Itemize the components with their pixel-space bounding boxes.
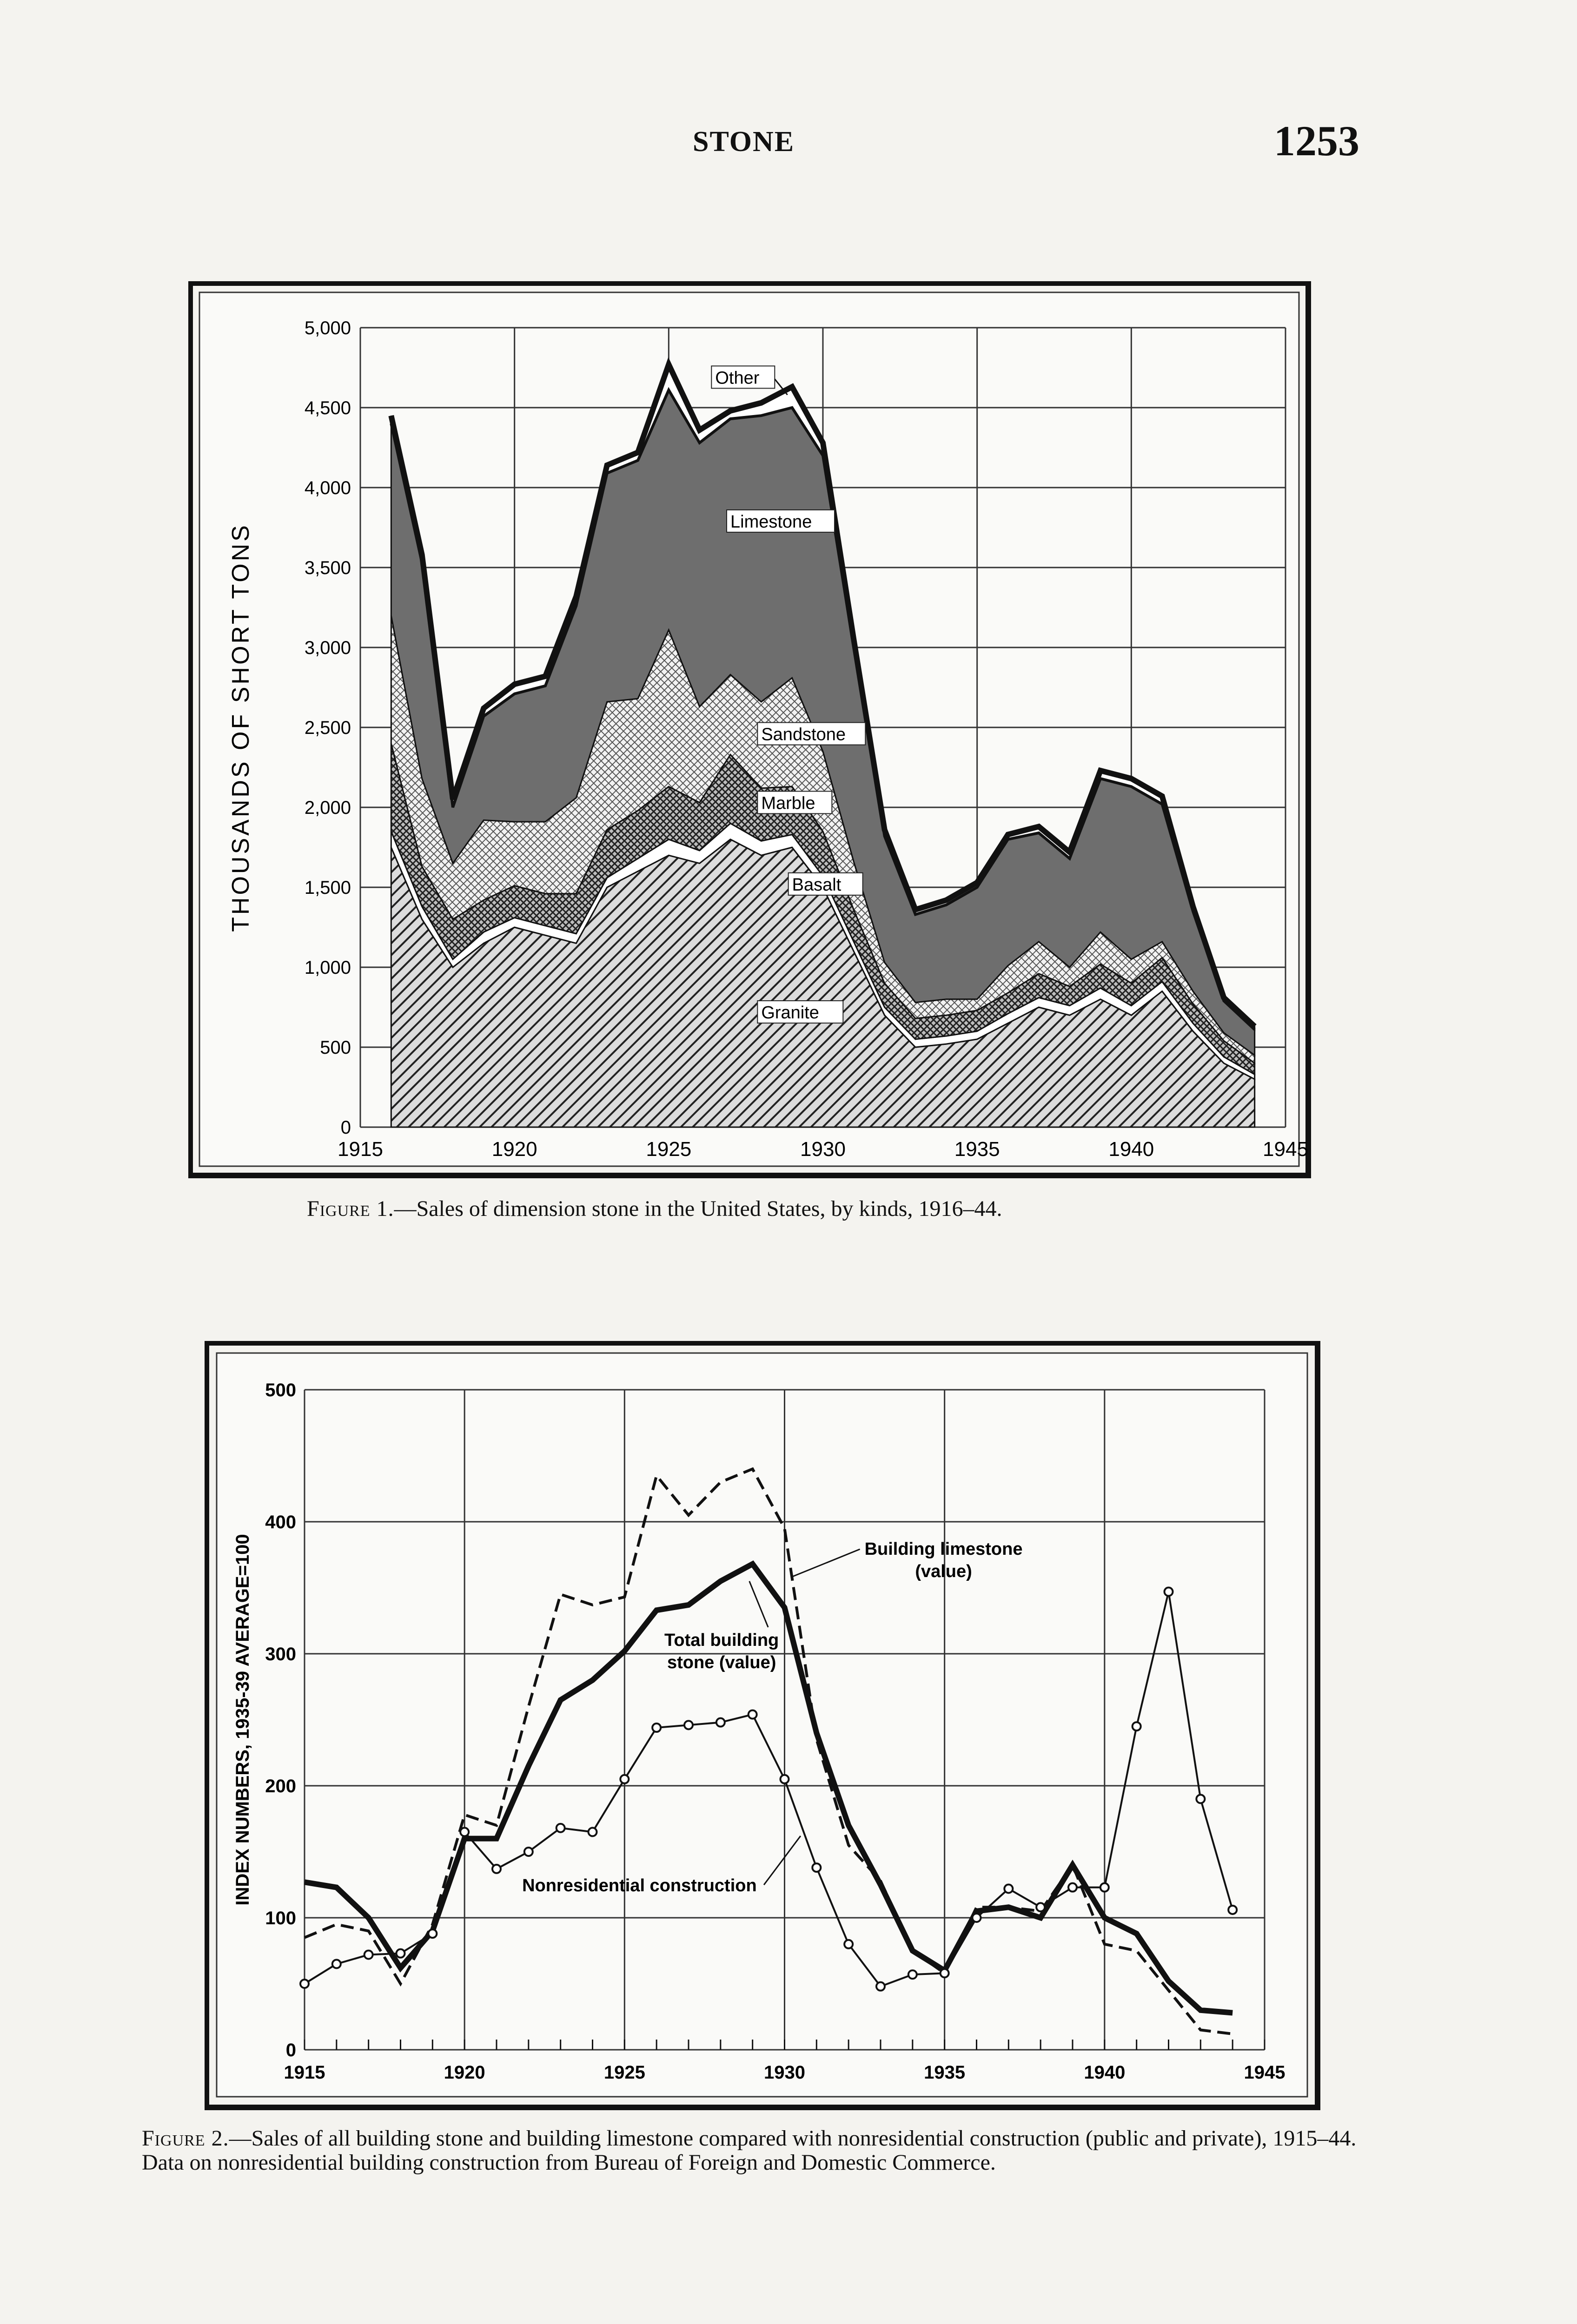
x-tick-label: 1945 (1244, 2062, 1285, 2083)
annotation-total-building-sub: stone (value) (667, 1652, 776, 1672)
y-tick-label: 400 (265, 1512, 296, 1532)
nonresidential-point (300, 1980, 309, 1988)
nonresidential-point (844, 1940, 853, 1948)
label-marble: Marble (761, 793, 815, 813)
label-other: Other (715, 368, 760, 388)
nonresidential-point (781, 1775, 789, 1783)
y-tick-label: 3,500 (304, 558, 351, 578)
x-tick-label: 1920 (491, 1138, 537, 1161)
y-tick-label: 0 (340, 1117, 351, 1138)
y-tick-label: 300 (265, 1644, 296, 1664)
nonresidential-point (1133, 1722, 1141, 1730)
nonresidential-point (1004, 1885, 1013, 1893)
y-tick-label: 500 (265, 1380, 296, 1400)
page-number: 1253 (1274, 117, 1359, 165)
figure-2-caption (142, 2126, 1378, 2175)
nonresidential-point (652, 1723, 661, 1732)
figure-2-inner-frame (217, 1353, 1307, 2097)
y-tick-label: 200 (265, 1776, 296, 1796)
x-tick-label: 1940 (1108, 1138, 1154, 1161)
figure-1-caption-lead: Figure 1. (307, 1196, 394, 1221)
annotation-nonresidential: Nonresidential construction (522, 1876, 757, 1896)
y-tick-label: 2,000 (304, 798, 351, 818)
nonresidential-point (716, 1718, 725, 1727)
x-tick-label: 1935 (924, 2062, 966, 2083)
y-tick-label: 500 (320, 1037, 351, 1058)
figure-2-caption-text: —Sales of all building stone and building limestone compared with nonresidential construction (public and private), 1915–44. Data on nonresidential building construction from Bureau of Foreign and Domestic Commerce. (142, 2126, 1357, 2175)
nonresidential-point (1100, 1883, 1109, 1892)
annotation-total-building: Total building (664, 1630, 779, 1650)
label-granite: Granite (761, 1003, 819, 1023)
nonresidential-point (460, 1828, 469, 1836)
nonresidential-point (492, 1865, 501, 1873)
annotation-building-limestone: Building limestone (864, 1539, 1023, 1559)
nonresidential-point (589, 1828, 597, 1836)
nonresidential-point (941, 1969, 949, 1977)
nonresidential-point (908, 1970, 917, 1979)
running-head: STONE (693, 126, 795, 158)
stacked-area-chart (188, 281, 1311, 1178)
x-tick-label: 1920 (444, 2062, 485, 2083)
y-tick-label: 2,500 (304, 718, 351, 738)
page-header (0, 116, 1577, 172)
nonresidential-point (876, 1982, 885, 1991)
nonresidential-point (428, 1929, 437, 1938)
x-tick-label: 1930 (764, 2062, 805, 2083)
y-tick-label: 3,000 (304, 638, 351, 658)
figure-2-caption-lead: Figure 2. (142, 2126, 229, 2151)
y-tick-label: 5,000 (304, 318, 351, 338)
x-tick-label: 1935 (954, 1138, 1000, 1161)
nonresidential-point (1036, 1903, 1045, 1911)
nonresidential-point (1196, 1795, 1205, 1803)
figure-1-chart (188, 281, 1311, 1178)
nonresidential-point (557, 1824, 565, 1832)
nonresidential-point (397, 1949, 405, 1958)
nonresidential-point (332, 1960, 341, 1968)
x-tick-label: 1945 (1263, 1138, 1308, 1161)
y-axis-label: INDEX NUMBERS, 1935-39 AVERAGE=100 (232, 1534, 253, 1906)
nonresidential-point (812, 1863, 821, 1872)
figure-2-chart (205, 1341, 1320, 2110)
nonresidential-point (749, 1710, 757, 1719)
label-basalt: Basalt (792, 875, 842, 895)
y-tick-label: 100 (265, 1908, 296, 1928)
nonresidential-point (620, 1775, 629, 1783)
y-tick-label: 4,000 (304, 478, 351, 498)
x-tick-label: 1940 (1084, 2062, 1126, 2083)
nonresidential-point (364, 1951, 373, 1959)
figure-1-caption (307, 1197, 1330, 1221)
y-tick-label: 1,500 (304, 878, 351, 898)
label-limestone: Limestone (730, 512, 812, 532)
nonresidential-point (973, 1914, 981, 1922)
nonresidential-point (1228, 1906, 1237, 1914)
y-tick-label: 0 (285, 2040, 296, 2060)
label-sandstone: Sandstone (761, 725, 846, 745)
line-chart (205, 1341, 1320, 2110)
x-tick-label: 1930 (800, 1138, 846, 1161)
annotation-building-limestone-sub: (value) (915, 1562, 972, 1581)
figure-1-caption-text: —Sales of dimension stone in the United States, by kinds, 1916–44. (394, 1196, 1002, 1221)
y-tick-label: 4,500 (304, 398, 351, 418)
y-tick-label: 1,000 (304, 957, 351, 978)
y-axis-label: THOUSANDS OF SHORT TONS (227, 523, 254, 932)
x-tick-label: 1925 (603, 2062, 645, 2083)
nonresidential-point (1068, 1883, 1077, 1892)
x-tick-label: 1915 (338, 1138, 383, 1161)
nonresidential-point (524, 1848, 533, 1856)
nonresidential-point (1165, 1588, 1173, 1596)
x-tick-label: 1915 (284, 2062, 325, 2083)
x-tick-label: 1925 (646, 1138, 692, 1161)
nonresidential-point (684, 1721, 693, 1729)
